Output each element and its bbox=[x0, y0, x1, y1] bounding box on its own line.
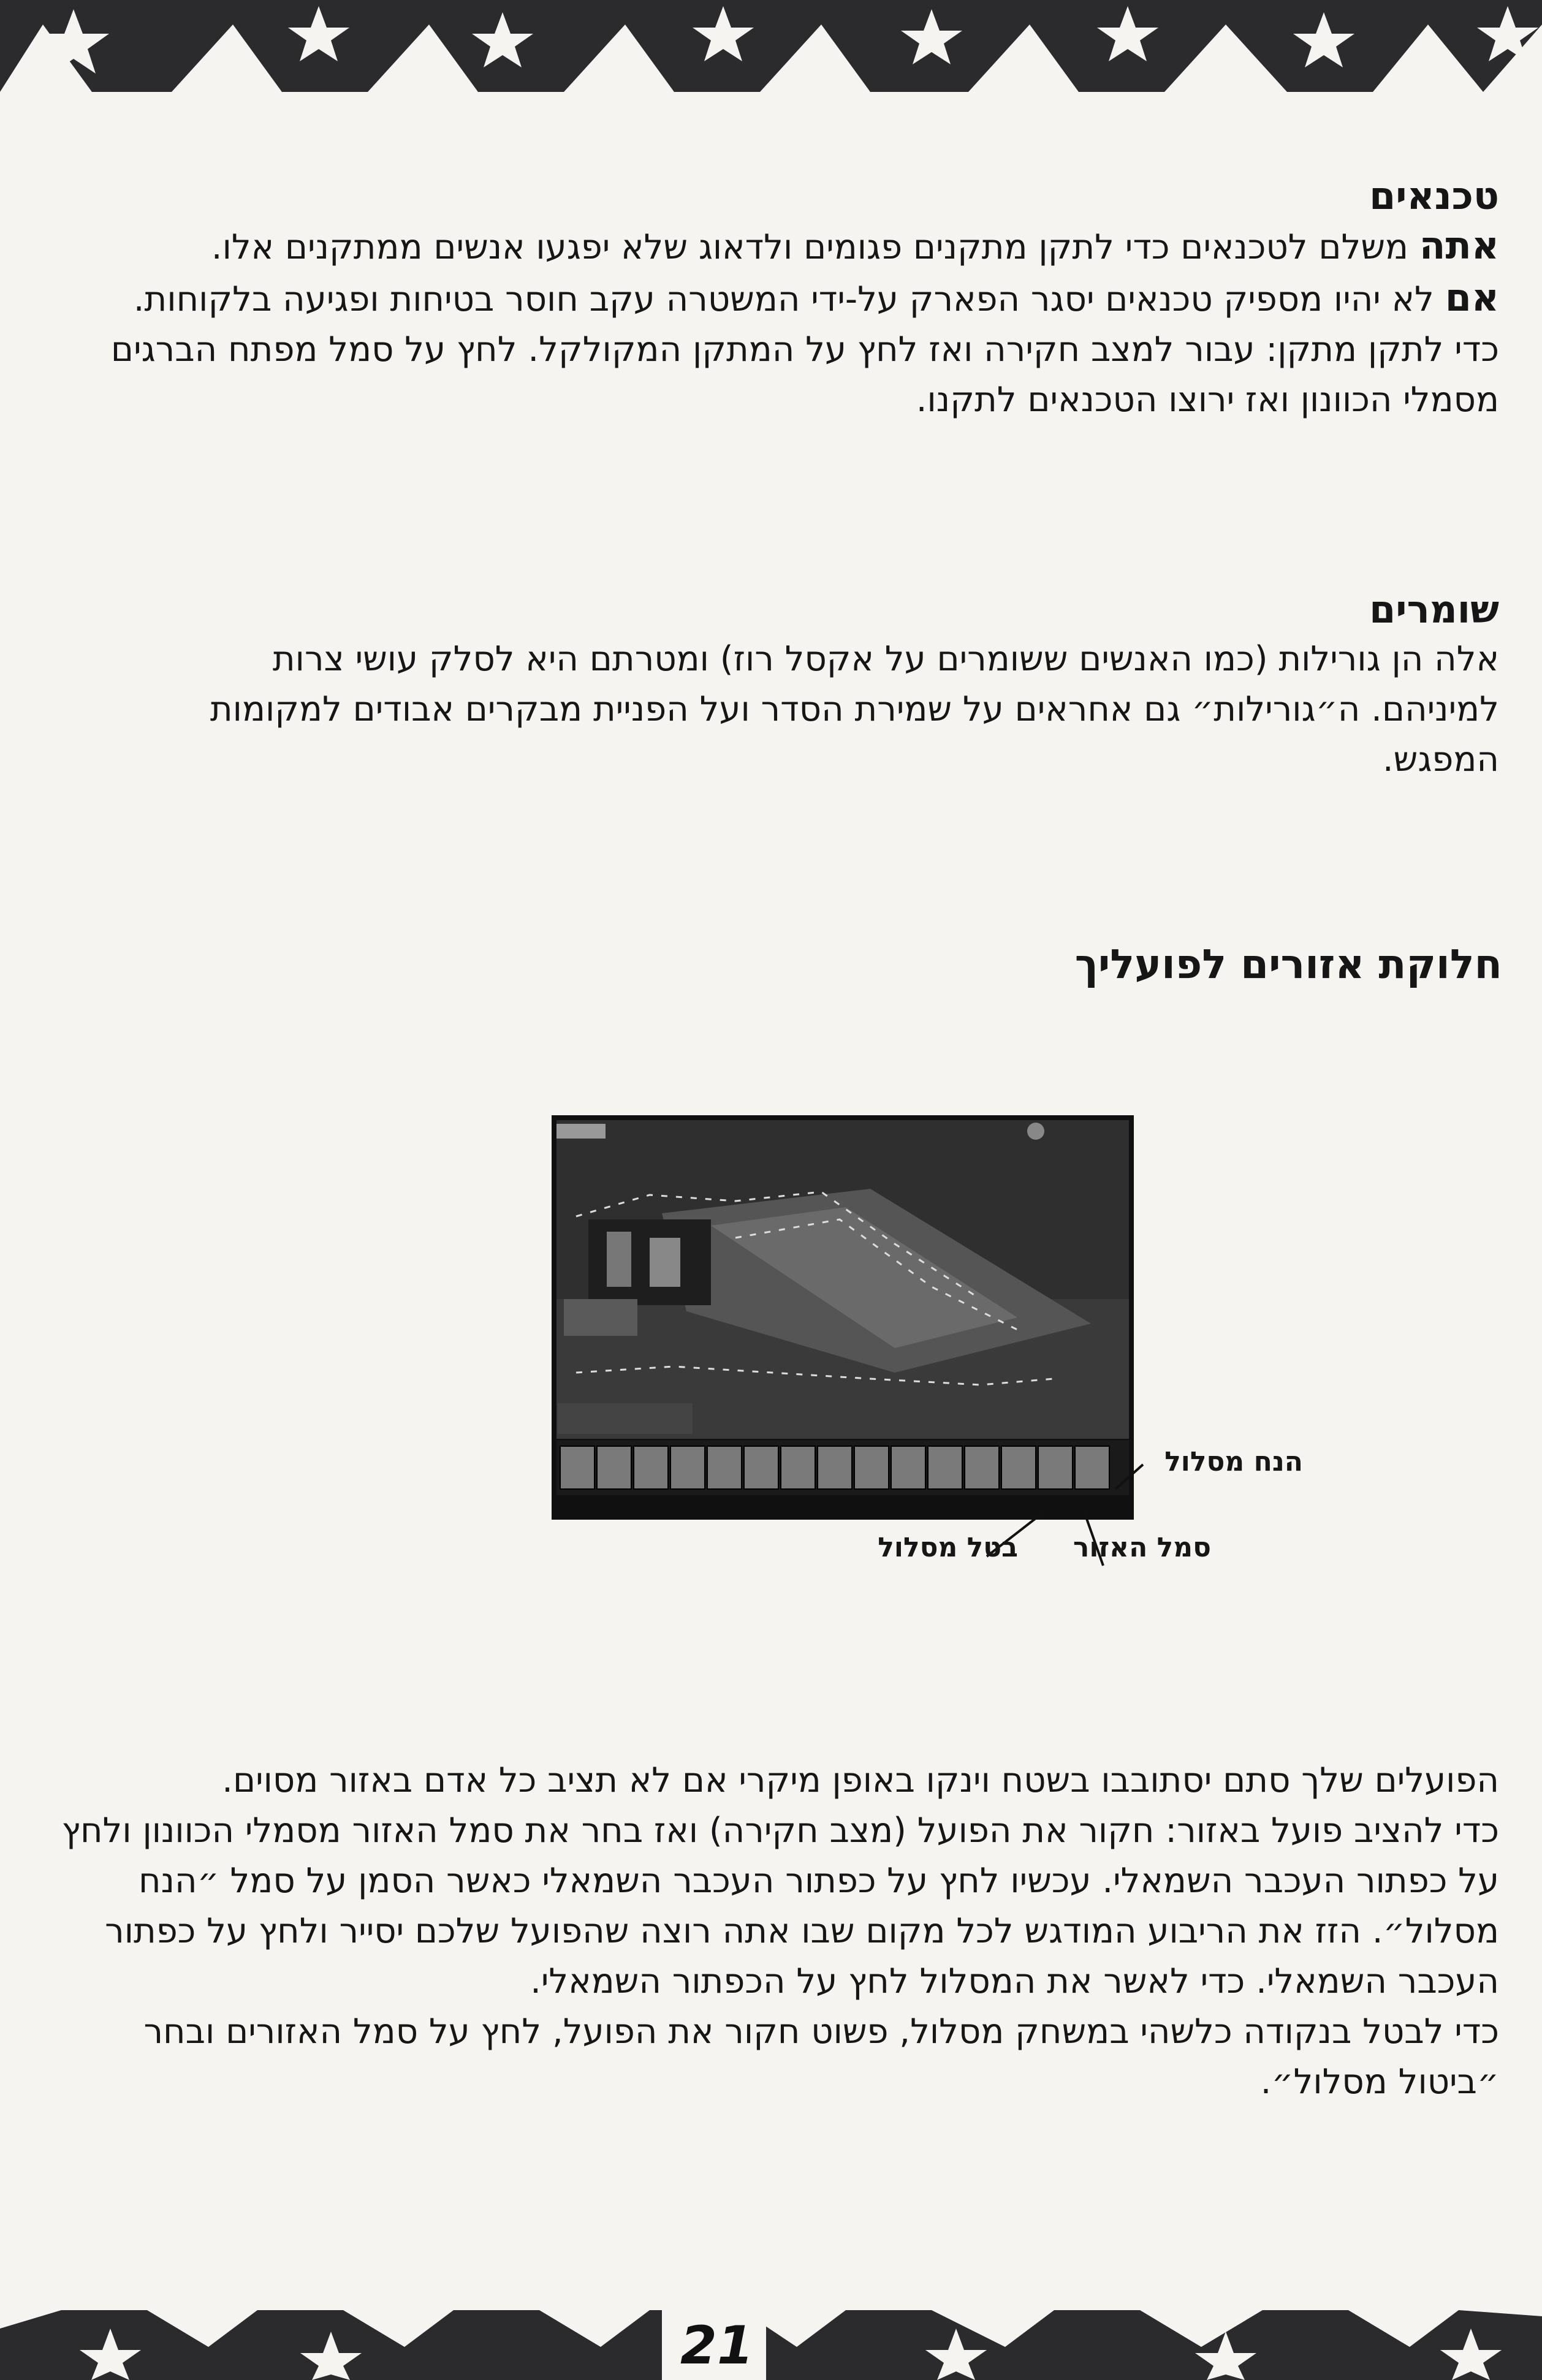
callout-place-route: הנח מסלול bbox=[1164, 1446, 1303, 1477]
callout-cancel-route: בטל מסלול bbox=[878, 1532, 1018, 1563]
technicians-paragraph-3: כדי לתקן מתקן: עבור למצב חקירה ואז לחץ על המתקן המקולקל. לחץ על סמל מפתח הברגים מסמלי הכוונון ואז ירוצו הטכנאים לתקנו. bbox=[110, 330, 1499, 420]
zoning-paragraph-1: הפועלים שלך סתם יסתובבו בשטח וינקו באופן מיקרי אם לא תציב כל אדם באזור מסוים. bbox=[222, 1760, 1499, 1800]
guards-paragraph: אלה הן גורילות (כמו האנשים ששומרים על אקסל רוז) ומטרתם היא לסלק עושי צרות למיניהם. ה״גורילות״ גם אחראים על שמירת הסדר ועל הפניית מבקרים אבודים למקומות המפגש. bbox=[210, 639, 1499, 779]
technicians-section bbox=[53, 172, 1499, 425]
page-number: 21 bbox=[680, 2315, 754, 2376]
technicians-paragraph-2: אם לא יהיו מספיק טכנאים יסגר הפארק על-ידי המשטרה עקב חוסר בטיחות ופגיעה בלקוחות. bbox=[133, 275, 1499, 320]
guards-section bbox=[151, 585, 1499, 785]
technicians-paragraph-1: אתה משלם לטכנאים כדי לתקן מתקנים פגומים ולדאוג שלא יפגעו אנשים ממתקנים אלו. bbox=[211, 223, 1499, 268]
zoning-section-title: חלוקת אזורים לפועליך bbox=[1074, 941, 1502, 988]
callout-area-icon: סמל האזור bbox=[1073, 1532, 1211, 1563]
guards-heading: שומרים bbox=[1369, 587, 1499, 632]
technicians-heading: טכנאים bbox=[1369, 173, 1499, 218]
zoning-body bbox=[53, 1756, 1499, 2107]
bottom-star-border bbox=[0, 2304, 1542, 2380]
zoning-paragraph-3: כדי לבטל בנקודה כלשהי במשחק מסלול, פשוט חקור את הפועל, לחץ על סמל האזורים ובחר ״ביטול מסלול״. bbox=[143, 2012, 1499, 2102]
zoning-paragraph-2: כדי להציב פועל באזור: חקור את הפועל (מצב חקירה) ואז בחר את סמל האזור מסמלי הכוונון ולחץ על כפתור העכבר השמאלי. עכשיו לחץ על כפתור העכבר השמאלי כאשר הסמן על סמל ״הנח מסלול״. הזז את הריבוע המודגש לכל מקום שבו אתה רוצה שהפועל שלכם יסייר ולחץ על כפתור העכבר השמאלי. כדי לאשר את המסלול לחץ על הכפתור השמאלי. bbox=[61, 1811, 1499, 2001]
top-star-border bbox=[0, 0, 1542, 92]
